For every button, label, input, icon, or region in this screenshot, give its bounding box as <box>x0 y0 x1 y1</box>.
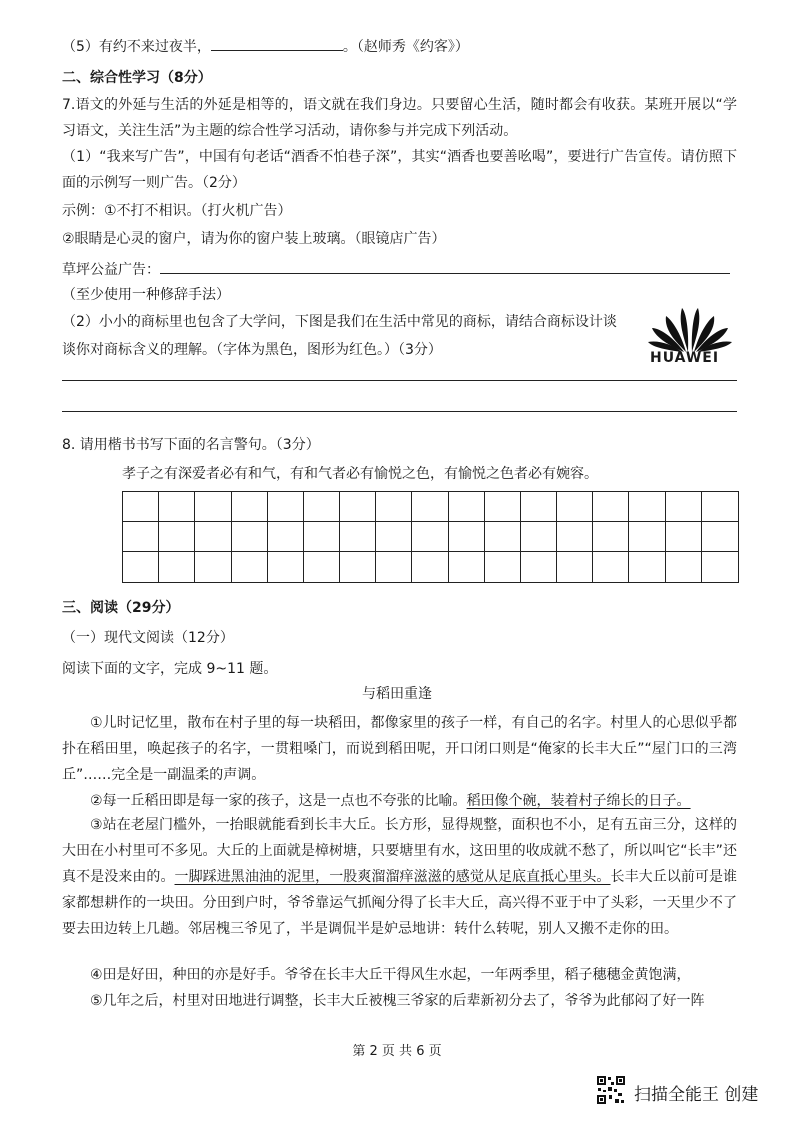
grid-cell[interactable] <box>268 552 304 582</box>
example-1: 示例：①不打不相识。（打火机广告） <box>62 203 292 219</box>
grid-cell[interactable] <box>412 522 448 552</box>
q5-answer-blank[interactable] <box>211 34 343 51</box>
grid-cell[interactable] <box>557 492 593 522</box>
grid-cell[interactable] <box>702 492 738 522</box>
grid-cell[interactable] <box>485 552 521 582</box>
grid-cell[interactable] <box>666 492 702 522</box>
grid-cell[interactable] <box>195 522 231 552</box>
grid-cell[interactable] <box>123 522 159 552</box>
paragraph-3-text-b: 长丰大丘以前可是谁家都想耕作的一块田。分田到户时，爷爷靠运气抓阄分得了长丰大丘，高兴得不亚于中了头彩，一天里少不了要去田边转上几趟。邻居槐三爷见了，半是调侃半是妒忌地讲：转什么转呢，别人又搬不走你的田。 <box>62 869 738 937</box>
grid-cell[interactable] <box>376 522 412 552</box>
grid-cell[interactable] <box>629 522 665 552</box>
q7-2-answer-line-1[interactable] <box>62 380 737 381</box>
grid-cell[interactable] <box>304 552 340 582</box>
example-2: ②眼睛是心灵的窗户，请为你的窗户装上玻璃。（眼镜店广告） <box>62 231 446 247</box>
reading-instruction: 阅读下面的文字，完成 9~11 题。 <box>62 661 278 677</box>
modern-reading-title: （一）现代文阅读（12分） <box>62 630 234 646</box>
grid-cell[interactable] <box>195 492 231 522</box>
grid-cell[interactable] <box>376 492 412 522</box>
grid-cell[interactable] <box>521 522 557 552</box>
q7-part2-line1: （2）小小的商标里也包含了大学问，下图是我们在生活中常见的商标，请结合商标设计谈 <box>62 314 617 330</box>
grid-cell[interactable] <box>340 522 376 552</box>
grid-cell[interactable] <box>159 552 195 582</box>
grid-cell[interactable] <box>702 522 738 552</box>
q5-suffix: 。（赵师秀《约客》） <box>342 39 469 55</box>
article-paragraph-5: ⑤几年之后，村里对田地进行调整，长丰大丘被槐三爷家的后辈新初分去了，爷爷为此郁闷了好一阵 <box>90 993 705 1009</box>
q8-prompt: 8. 请用楷书书写下面的名言警句。（3分） <box>62 437 320 453</box>
grid-cell[interactable] <box>123 552 159 582</box>
q7-part1: （1）“我来写广告”，中国有句老话“酒香不怕巷子深”，其实“酒香也要善吆喝”，要进行广告宣传。请仿照下面的示例写一则广告。（2分） <box>62 149 737 191</box>
q5-line <box>62 34 469 57</box>
q5-prefix: （5）有约不来过夜半， <box>62 39 211 55</box>
grid-cell[interactable] <box>485 522 521 552</box>
grid-cell[interactable] <box>232 492 268 522</box>
grid-cell[interactable] <box>629 552 665 582</box>
grid-cell[interactable] <box>557 552 593 582</box>
calligraphy-grid[interactable] <box>122 491 739 583</box>
grid-cell[interactable] <box>159 492 195 522</box>
page-number: 第 2 页 共 6 页 <box>352 1044 442 1059</box>
grid-cell[interactable] <box>449 552 485 582</box>
grid-cell[interactable] <box>268 492 304 522</box>
article-title: 与稻田重逢 <box>362 686 432 702</box>
grid-cell[interactable] <box>376 552 412 582</box>
lawn-ad-line <box>62 257 730 280</box>
article-paragraph-2 <box>62 788 737 814</box>
lawn-ad-label: 草坪公益广告： <box>62 262 160 278</box>
grid-cell[interactable] <box>304 522 340 552</box>
grid-cell[interactable] <box>304 492 340 522</box>
paragraph-3-text-a: ③站在老屋门槛外，一抬眼就能看到长丰大丘。长方形，显得规整，面积也不小，足有五亩三分，这样的大田在小村里可不多见。大丘的上面就是樟树塘，只要塘里有水，这田里的收成就不愁了，所以叫它“长丰”还真不是没来由的。 <box>62 817 737 885</box>
grid-cell[interactable] <box>268 522 304 552</box>
grid-cell[interactable] <box>521 552 557 582</box>
lawn-ad-answer-blank[interactable] <box>160 257 730 274</box>
grid-cell[interactable] <box>159 522 195 552</box>
article-paragraph-4: ④田是好田，种田的亦是好手。爷爷在长丰大丘干得风生水起，一年两季里，稻子穗穗金黄饱满， <box>90 967 691 983</box>
qr-code-icon <box>596 1075 626 1105</box>
grid-cell[interactable] <box>702 552 738 582</box>
grid-cell[interactable] <box>449 492 485 522</box>
grid-cell[interactable] <box>666 522 702 552</box>
grid-cell[interactable] <box>195 552 231 582</box>
grid-cell[interactable] <box>666 552 702 582</box>
grid-cell[interactable] <box>123 492 159 522</box>
grid-cell[interactable] <box>593 522 629 552</box>
q8-quote: 孝子之有深爱者必有和气，有和气者必有愉悦之色，有愉悦之色者必有婉容。 <box>122 466 598 482</box>
paragraph-2-underlined-sentence: 稻田像个碗，装着村子绵长的日子。 <box>466 793 691 809</box>
q7-part2-line2: 谈你对商标含义的理解。（字体为黑色，图形为红色。）（3分） <box>62 342 442 358</box>
paragraph-2-text: ②每一丘稻田即是每一家的孩子，这是一点也不夸张的比喻。 <box>90 793 467 809</box>
section3-title: 三、阅读（29分） <box>62 600 180 616</box>
grid-cell[interactable] <box>232 552 268 582</box>
article-paragraph-3 <box>62 812 737 942</box>
grid-cell[interactable] <box>557 522 593 552</box>
grid-cell[interactable] <box>593 492 629 522</box>
grid-cell[interactable] <box>340 552 376 582</box>
scanner-watermark: 扫描全能王 创建 <box>634 1085 759 1105</box>
article-paragraph-1: ①儿时记忆里，散布在村子里的每一块稻田，都像家里的孩子一样，有自己的名字。村里人的心思似乎都扑在稻田里，唤起孩子的名字，一贯粗嗓门，而说到稻田呢，开口闭口则是“俺家的长丰大丘”“屋门口的三湾丘”……完全是一副温柔的声调。 <box>62 715 737 783</box>
grid-cell[interactable] <box>232 522 268 552</box>
q7-intro: 7.语文的外延与生活的外延是相等的，语文就在我们身边。只要留心生活，随时都会有收获。某班开展以“学习语文，关注生活”为主题的综合性学习活动，请你参与并完成下列活动。 <box>62 97 737 139</box>
grid-cell[interactable] <box>485 492 521 522</box>
q7-2-answer-line-2[interactable] <box>62 411 737 412</box>
huawei-logo-text: HUAWEI <box>650 350 720 366</box>
grid-cell[interactable] <box>412 552 448 582</box>
grid-cell[interactable] <box>593 552 629 582</box>
section2-title: 二、综合性学习（8分） <box>62 70 212 86</box>
grid-cell[interactable] <box>449 522 485 552</box>
grid-cell[interactable] <box>340 492 376 522</box>
grid-cell[interactable] <box>629 492 665 522</box>
grid-cell[interactable] <box>521 492 557 522</box>
grid-cell[interactable] <box>412 492 448 522</box>
paragraph-3-underlined-sentence: 一脚踩进黑油油的泥里，一股爽溜溜痒滋滋的感觉从足底直抵心里头。 <box>174 869 611 885</box>
rhetoric-note: （至少使用一种修辞手法） <box>62 287 230 303</box>
